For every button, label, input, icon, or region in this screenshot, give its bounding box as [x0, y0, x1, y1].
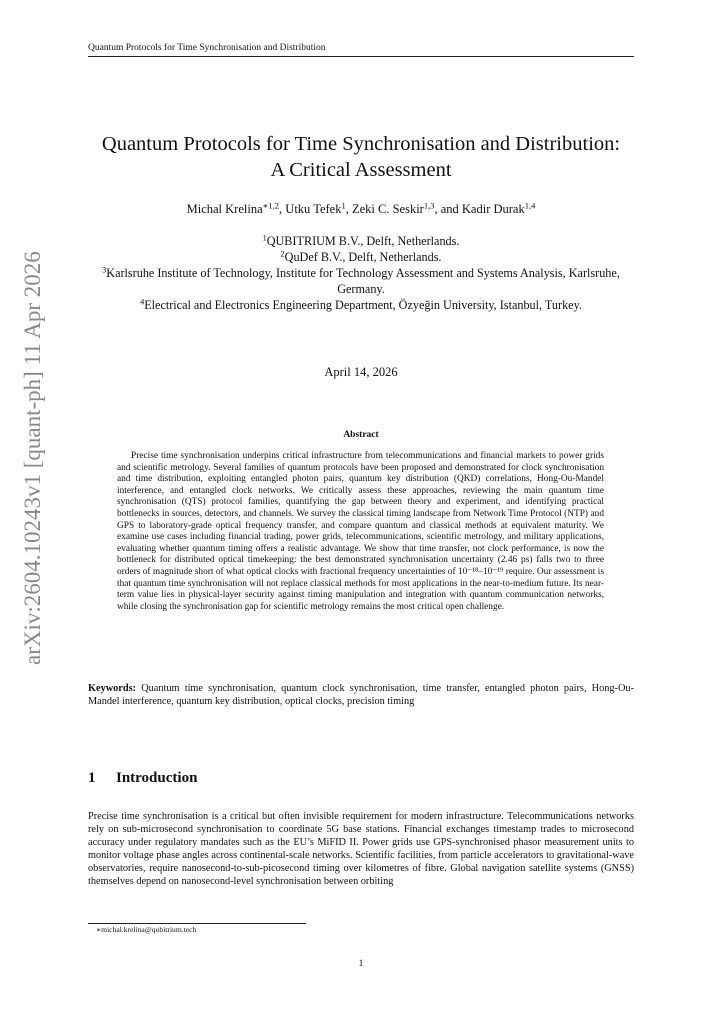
keywords-text: Quantum time synchronisation, quantum clock synchronisation, time transfer, entangled photon pairs, Hong-Ou-Mandel interference, quantum key distribution, optical clocks, precision timing — [88, 683, 635, 707]
author-affiliation-marker: ∗1,2 — [262, 200, 280, 211]
affiliation-text: Electrical and Electronics Engineering Department, Özyeğin University, Istanbul, Turkey. — [144, 298, 582, 312]
author-name: Kadir Durak — [461, 202, 525, 216]
affiliation-text: QUBITRIUM B.V., Delft, Netherlands. — [266, 234, 460, 248]
author-separator: , — [345, 202, 352, 216]
section-heading — [88, 770, 197, 787]
footnote: ∗michal.krelina@qubitrium.tech — [96, 925, 197, 934]
affiliation-number: 4 — [140, 297, 145, 307]
affiliation — [88, 233, 634, 249]
author-affiliation-marker: 1 — [341, 200, 346, 211]
affiliation — [88, 297, 634, 313]
introduction-paragraph: Precise time synchronisation is a critical but often invisible requirement for modern infrastructure. Telecommunications networks rely on sub-microsecond synchronisation to coordinate 5G base stations. Financial exchanges timestamp trades to microsecond accuracy under regulatory mandates such as the EU’s MiFID II. Power grids use GPS-synchronised phasor measurement units to monitor voltage phase angles across continental-scale networks. Scientific facilities, from particle accelerators to gravitational-wave observatories, require nanosecond-to-sub-picosecond timing over kilometres of fibre. Global navigation satellite systems (GNSS) themselves depend on nanosecond-level synchronisation between orbiting — [88, 811, 634, 887]
affiliation — [88, 249, 634, 265]
keywords — [88, 682, 634, 708]
author-affiliation-marker: 1,3 — [423, 200, 435, 211]
footnote-divider — [88, 923, 306, 924]
author-affiliation-marker: 1,4 — [524, 200, 536, 211]
abstract-heading: Abstract — [343, 430, 379, 440]
author-separator: , and — [434, 202, 462, 216]
affiliation-number: 3 — [102, 265, 107, 275]
affiliation-number: 1 — [262, 233, 267, 243]
author-list — [88, 202, 634, 217]
abstract-text: Precise time synchronisation underpins critical infrastructure from telecommunications and financial markets to power grids and scientific metrology. Several families of quantum protocols have been proposed and demonstrated for clock synchronisation and time distribution, exploiting entangled photon pairs, quantum key distribution (QKD) correlations, Hong-Ou-Mandel interference, and entangled clock networks. We critically assess these approaches, reviewing the main quantum time synchronisation (QTS) protocol families, quantifying the gap between theory and experiment, and identifying practical bottlenecks in sources, detectors, and channels. We survey the classical timing landscape from Network Time Protocol (NTP) and GPS to laboratory-grade optical frequency transfer, and compare quantum and classical methods at equivalent maturity. We examine use cases including financial trading, power grids, telecommunications, scientific metrology, and military applications, evaluating whether quantum timing offers a realistic advantage. We show that time transfer, not clock performance, is now the bottleneck for distributed optical timekeeping: the best demonstrated synchronisation uncertainty (2.46 ps) falls two to three orders of magnitude short of what optical clocks with fractional frequency uncertainties of 10⁻¹⁸–10⁻¹⁹ require. Our assessment is that quantum time synchronisation will not replace classical methods for most applications in the near-to-medium future. Its near-term value lies in physical-layer security against timing manipulation and integration with quantum communication networks, while closing the synchronisation gap for scientific metrology remains the most critical open challenge. — [117, 451, 604, 612]
publication-date: April 14, 2026 — [324, 365, 398, 379]
paper-title — [88, 131, 634, 183]
affiliation — [88, 265, 634, 297]
title-line-1: Quantum Protocols for Time Synchronisation and Distribution: — [101, 133, 621, 155]
author-name: Utku Tefek — [285, 202, 342, 216]
affiliation-list — [88, 233, 634, 313]
page-number: 1 — [358, 959, 364, 969]
author-name: Zeki C. Seskir — [351, 202, 424, 216]
arxiv-identifier: arXiv:2604.10243v1 [quant-ph] 11 Apr 2026 — [20, 251, 45, 665]
title-line-2: A Critical Assessment — [270, 159, 452, 181]
keywords-label: Keywords: — [88, 683, 137, 694]
section-title: Introduction — [116, 770, 198, 786]
affiliation-text: QuDef B.V., Delft, Netherlands. — [284, 250, 442, 264]
running-header: Quantum Protocols for Time Synchronisation and Distribution — [88, 43, 634, 57]
section-number: 1 — [88, 770, 96, 786]
affiliation-number: 2 — [280, 249, 285, 259]
affiliation-text: Karlsruhe Institute of Technology, Institute for Technology Assessment and Systems Analysis, Karlsruhe, Germany. — [106, 266, 620, 296]
author-name: Michal Krelina — [186, 202, 263, 216]
author-separator: , — [279, 202, 286, 216]
